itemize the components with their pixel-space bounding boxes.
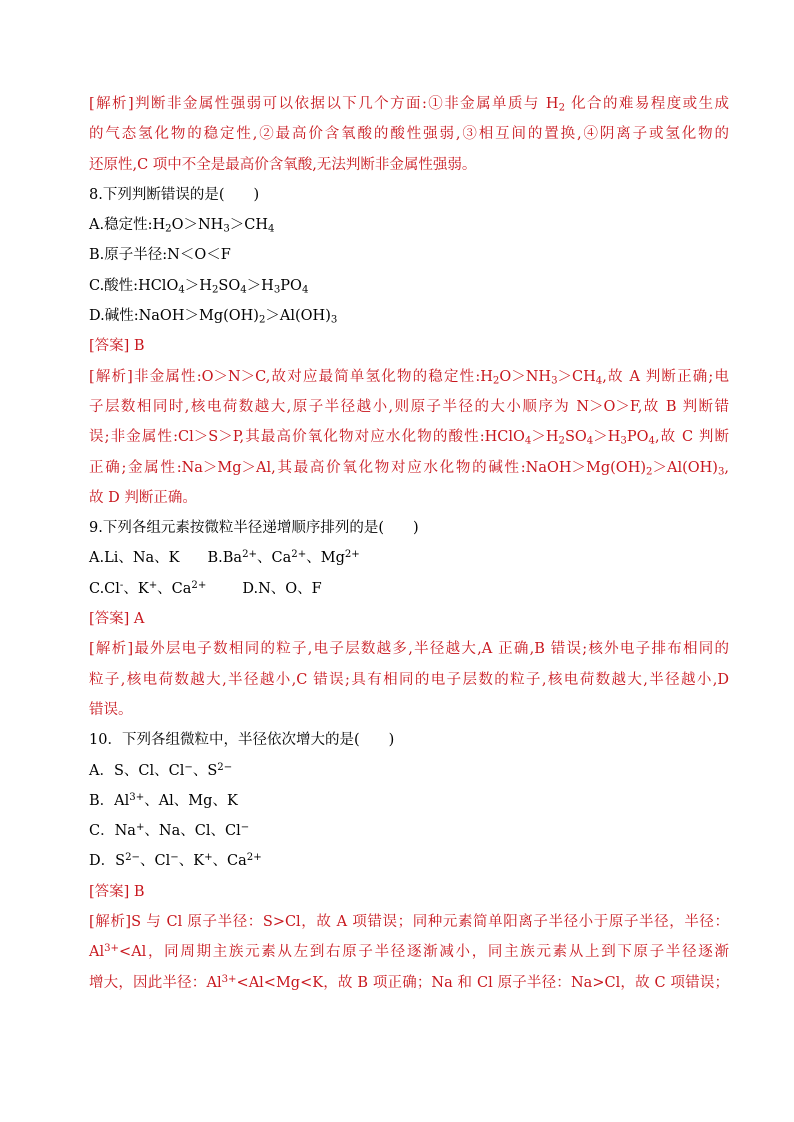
q10-option-a	[89, 756, 729, 786]
text: A.稳定性:H	[89, 217, 166, 234]
text: Al	[89, 944, 105, 961]
q8-option-b: B.原子半径:N＜O＜F	[89, 247, 231, 264]
superscript: 2+	[344, 549, 360, 561]
subscript: 4	[268, 223, 275, 235]
text: 、Mg	[306, 550, 345, 567]
text: 、Ca	[157, 580, 192, 597]
subscript: 2	[165, 223, 172, 235]
subscript: 4	[178, 284, 185, 296]
subscript: 3	[551, 375, 558, 387]
text: D．S	[89, 853, 126, 870]
superscript: −	[240, 822, 250, 834]
subscript: 4	[240, 284, 247, 296]
q8-option-d	[89, 301, 729, 331]
text: ＞CH	[557, 368, 596, 385]
superscript: 3+	[129, 791, 145, 803]
q9-analysis-line3: 错误。	[89, 701, 133, 718]
text: 化合的难易程度或生成	[565, 96, 730, 112]
text: ,	[724, 459, 729, 476]
text: ＞H	[184, 277, 212, 294]
subscript: 4	[524, 435, 532, 447]
q8-option-a	[89, 210, 729, 240]
superscript: 3+	[221, 973, 237, 985]
q8-stem: 8.下列判断错误的是( )	[89, 186, 260, 203]
text: 误;非金属性:Cl＞S＞P,其最高价氧化物对应水化物的酸性:HClO	[89, 429, 525, 446]
subscript: 2	[558, 435, 565, 447]
text: A．S、Cl、Cl	[89, 762, 185, 779]
q8-analysis-line2: 子层数相同时,核电荷数越大,原子半径越小,则原子半径的大小顺序为 N＞O＞F,故 B 判断错	[89, 398, 729, 415]
q9-option-d: D.N、O、F	[242, 580, 322, 597]
superscript: +	[204, 852, 213, 864]
text: ＞Al(OH)	[265, 308, 331, 325]
text: [解析]判断非金属性强弱可以依据以下几个方面:①非金属单质与 H	[89, 96, 559, 112]
text: 、Na、Cl、Cl	[144, 823, 241, 840]
superscript: 2−	[217, 761, 233, 773]
q9-analysis-line1: [解析]最外层电子数相同的粒子,电子层数越多,半径越大,A 正确,B 错误;核外电子排布相同的	[89, 641, 729, 658]
page-content	[89, 89, 729, 998]
text: C．Na	[89, 823, 136, 840]
q9-option-b	[208, 550, 360, 566]
text: C.Cl	[89, 580, 120, 597]
q9-option-a: A.Li、Na、K	[89, 550, 180, 567]
text: [解析]非金属性:O＞N＞C,故对应最简单氢化物的稳定性:H	[89, 368, 493, 385]
superscript: 2+	[242, 549, 258, 561]
text: 、K	[123, 580, 149, 597]
superscript: 2−	[125, 852, 140, 864]
text: C.酸性:HClO	[89, 277, 179, 294]
q10-analysis-line3	[89, 968, 729, 998]
subscript: 4	[586, 435, 594, 447]
q9-answer: [答案] A	[89, 611, 145, 628]
q7-analysis-line3: 还原性,C 项中不全是最高价含氧酸,无法判断非金属性强弱。	[89, 156, 477, 173]
superscript: 2+	[246, 852, 262, 864]
q8-option-c	[89, 271, 729, 301]
subscript: 4	[595, 375, 603, 387]
text: ＞H	[246, 277, 274, 294]
subscript: 4	[648, 435, 655, 447]
q10-analysis-line2	[89, 937, 729, 967]
q9-options-cd	[89, 574, 729, 604]
q8-analysis-line1	[89, 362, 729, 392]
text: SO	[564, 429, 587, 446]
text: 、Cl	[140, 853, 171, 870]
text: O＞NH	[171, 217, 224, 234]
text: ,故 A 判断正确;电	[602, 368, 729, 385]
q9-option-c	[89, 581, 206, 597]
text: PO	[280, 277, 302, 294]
q10-stem: 10．下列各组微粒中，半径依次增大的是( )	[89, 732, 395, 749]
q10-option-d	[89, 846, 729, 876]
subscript: 3	[717, 466, 725, 478]
text: <Al，同周期主族元素从左到右原子半径逐渐减小，同主族元素从上到下原子半径逐渐	[119, 944, 729, 961]
q8-analysis-line5: 故 D 判断正确。	[89, 489, 197, 506]
q9-stem: 9.下列各组元素按微粒半径递增顺序排列的是( )	[89, 520, 419, 537]
subscript: 3	[223, 223, 230, 235]
subscript: 3	[273, 284, 281, 296]
subscript: 2	[211, 284, 219, 296]
text: 、Al、Mg、K	[144, 792, 238, 809]
q8-answer: [答案] B	[89, 338, 145, 355]
subscript: 2	[646, 466, 653, 478]
superscript: +	[148, 579, 158, 591]
subscript: 2	[558, 102, 566, 114]
text: <Al<Mg<K，故 B 项正确；Na 和 Cl 原子半径：Na>Cl，故 C 项错误；	[236, 974, 730, 991]
q7-analysis-line1	[89, 89, 729, 119]
q9-analysis-line2: 粒子,核电荷数越大,半径越小,C 错误;具有相同的电子层数的粒子,核电荷数越大,半径越小,D	[89, 671, 729, 688]
superscript: 2+	[291, 549, 307, 561]
subscript: 2	[492, 375, 500, 387]
subscript: 4	[301, 284, 309, 296]
text: B.Ba	[207, 550, 243, 567]
superscript: -	[119, 579, 124, 591]
superscript: −	[170, 852, 179, 864]
text: 、S	[192, 762, 218, 779]
q7-analysis-line2: 的气态氢化物的稳定性,②最高价含氧酸的酸性强弱,③相互间的置换,④阴离子或氢化物的	[89, 126, 729, 143]
subscript: 3	[620, 435, 627, 447]
text: 、K	[178, 853, 205, 870]
text: ＞Al(OH)	[652, 459, 718, 476]
subscript: 3	[330, 314, 338, 326]
text: O＞NH	[499, 368, 552, 385]
q8-analysis-line3	[89, 422, 729, 452]
superscript: 3+	[104, 943, 120, 955]
q10-answer: [答案] B	[89, 883, 145, 900]
superscript: 2+	[191, 579, 207, 591]
text: B．Al	[89, 792, 130, 809]
q10-analysis-line1: [解析]S 与 Cl 原子半径：S>Cl，故 A 项错误；同种元素简单阳离子半径小于原子半径，半径：	[89, 914, 729, 931]
text: 、Ca	[257, 550, 292, 567]
text: 、Ca	[212, 853, 247, 870]
text: D.碱性:NaOH＞Mg(OH)	[89, 308, 259, 325]
q8-analysis-line4	[89, 453, 729, 483]
subscript: 2	[258, 314, 266, 326]
q10-option-c	[89, 816, 729, 846]
q9-options-ab	[89, 543, 729, 573]
superscript: +	[135, 822, 145, 834]
text: 正确;金属性:Na＞Mg＞Al,其最高价氧化物对应水化物的碱性:NaOH＞Mg(OH)	[89, 459, 647, 476]
text: ＞H	[593, 429, 621, 446]
text: SO	[218, 277, 241, 294]
superscript: −	[184, 761, 193, 773]
text: ,故 C 判断	[654, 429, 730, 446]
text: PO	[626, 429, 649, 446]
text: 增大，因此半径：Al	[89, 974, 222, 991]
text: ＞H	[531, 429, 559, 446]
text: ＞CH	[229, 217, 269, 234]
q10-option-b	[89, 786, 729, 816]
